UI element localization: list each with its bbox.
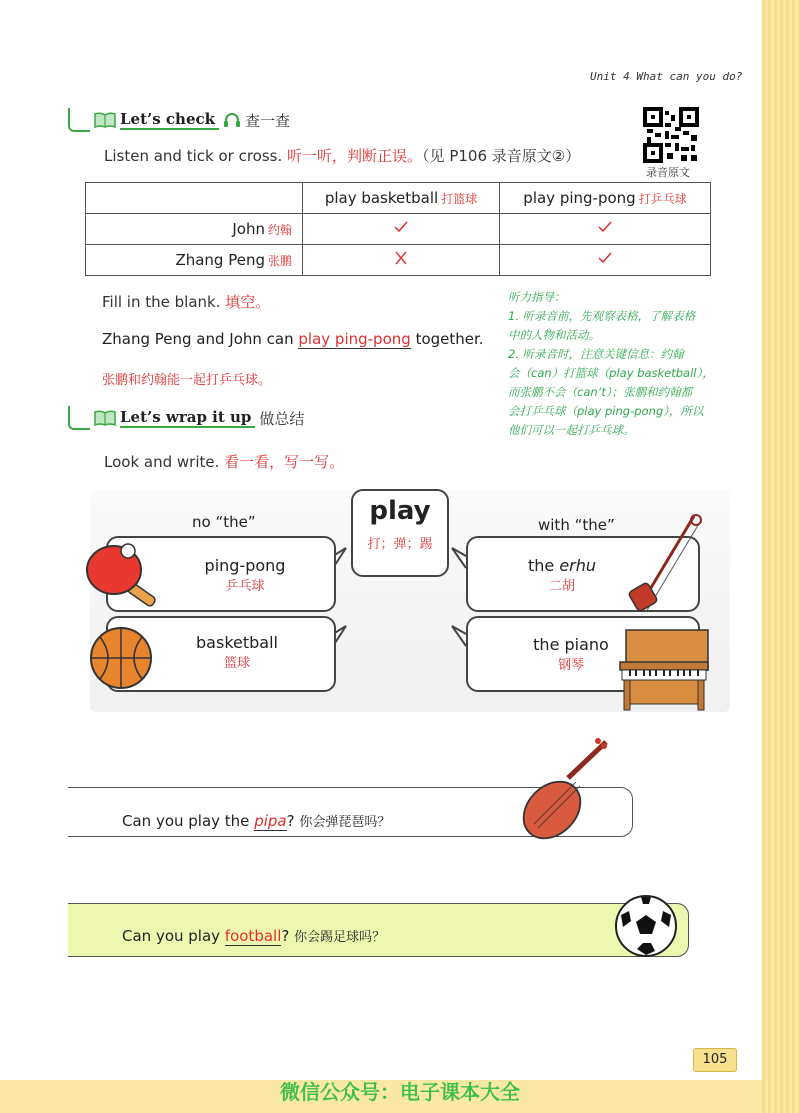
erhu-icon — [618, 510, 710, 616]
basketball-en: basketball — [196, 633, 278, 652]
play-word: play — [369, 496, 431, 526]
guide-line: 会打乒乓球（play ping-pong），所以 — [508, 404, 704, 418]
q1-end: ? — [286, 812, 295, 830]
sentence-translation: 张鹏和约翰能一起打乒乓球。 — [102, 373, 272, 388]
pingpong-en: ping-pong — [204, 556, 286, 575]
erhu-pre: the — [527, 556, 560, 575]
erhu-cn: 二胡 — [548, 579, 575, 594]
question-football — [122, 926, 385, 945]
instruction-ref: （见 P106 录音原文②） — [422, 147, 581, 165]
row-name-john: John 约翰 — [86, 214, 303, 245]
wrap-instruction-cn: 看一看，写一写。 — [224, 453, 345, 471]
instruction-cn: 听一听，判断正误。 — [287, 147, 423, 165]
lets-check-title: Let’s check — [120, 110, 219, 130]
football-icon — [613, 893, 679, 959]
q1-cn: 你会弹琵琶吗？ — [299, 815, 391, 830]
q2-end: ? — [281, 927, 290, 945]
row-name-zhang-peng: Zhang Peng 张鹏 — [86, 245, 303, 276]
basketball-cn: 篮球 — [223, 656, 250, 671]
pingpong-cn: 乒乓球 — [225, 579, 265, 594]
q2-start: Can you play — [122, 927, 225, 945]
fill-instruction-cn: 填空。 — [225, 293, 271, 311]
q2-answer: football — [224, 927, 282, 945]
q1-answer: pipa — [254, 812, 287, 830]
basketball-icon — [88, 625, 154, 691]
lets-wrap-title: Let’s wrap it up — [120, 408, 255, 428]
pipa-icon — [518, 736, 618, 842]
piano-en: the piano — [533, 635, 609, 654]
guide-line: 而张鹏不会（can’t）；张鹏和约翰都 — [508, 385, 693, 399]
pingpong-label — [180, 556, 310, 594]
erhu-word: erhu — [559, 556, 597, 575]
left-heading: no “the” — [192, 513, 256, 531]
guide-line: 中的人物和活动。 — [508, 328, 600, 342]
lets-wrap-title-cn: 做总结 — [259, 409, 305, 428]
right-heading: with “the” — [538, 516, 615, 534]
piano-icon — [616, 626, 712, 714]
piano-cn: 钢琴 — [557, 658, 584, 673]
fill-instruction-en: Fill in the blank. — [102, 293, 221, 311]
unit-header: Unit 4 What can you do? — [590, 70, 743, 83]
piano-label — [516, 635, 626, 673]
q1-start: Can you play the — [122, 812, 255, 830]
sentence-answer: play ping-pong — [298, 330, 411, 348]
guide-line: 他们可以一起打乒乓球。 — [508, 423, 635, 437]
instruction-en: Listen and tick or cross. — [104, 147, 283, 165]
guide-line: 2. 听录音时，注意关键信息：约翰 — [508, 347, 684, 361]
erhu-label — [512, 556, 612, 594]
qr-label: 录音原文 — [646, 166, 690, 179]
ping-pong-paddle-icon — [84, 540, 170, 612]
sentence-end: together. — [410, 330, 484, 348]
play-cn: 打；弹；踢 — [367, 537, 433, 552]
sentence-start: Zhang Peng and John can — [102, 330, 299, 348]
q2-cn: 你会踢足球吗？ — [294, 930, 386, 945]
lets-check-title-cn: 查一查 — [245, 111, 291, 130]
guide-line: 会（can）打篮球（play basketball）， — [508, 366, 714, 380]
page-number: 105 — [693, 1048, 737, 1072]
wrap-instruction-en: Look and write. — [104, 453, 220, 471]
question-pipa — [122, 811, 390, 830]
guide-line: 1. 听录音前，先观察表格，了解表格 — [508, 309, 696, 323]
col-header-basketball: play basketball 打篮球 — [303, 183, 500, 214]
guide-title: 听力指导： — [508, 290, 566, 304]
col-header-pingpong: play ping-pong 打乒乓球 — [500, 183, 711, 214]
basketball-label — [172, 633, 302, 671]
watermark: 微信公众号：电子课本大全 — [280, 1080, 520, 1104]
